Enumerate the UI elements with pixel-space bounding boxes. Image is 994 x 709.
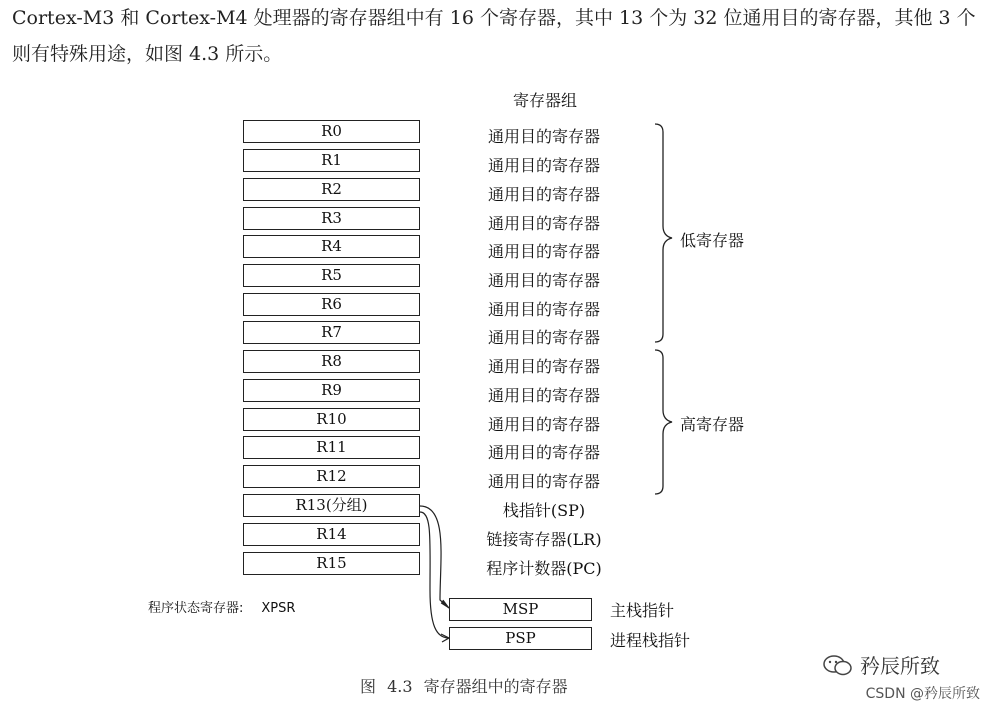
psp-box: PSP [449,627,592,650]
high-register-brace [655,350,672,494]
high-register-label: 高寄存器 [680,415,745,434]
register-box: R3 [243,207,420,230]
register-description: 通用目的寄存器 [487,472,600,491]
msp-box: MSP [449,598,592,621]
register-box: R12 [243,465,420,488]
watermark-text: 矜辰所致 [860,654,940,678]
register-box: R9 [243,379,420,402]
register-description: 通用目的寄存器 [487,185,600,204]
register-description: 通用目的寄存器 [487,300,600,319]
register-box: R11 [243,436,420,459]
msp-arrow [420,506,449,608]
wechat-icon [822,654,854,676]
register-description: 通用目的寄存器 [487,242,600,261]
register-description: 程序计数器(PC) [486,559,602,578]
register-description: 通用目的寄存器 [487,127,600,146]
intro-paragraph: Cortex-M3 和 Cortex-M4 处理器的寄存器组中有 16 个寄存器，其中 13 个为 32 位通用目的寄存器，其他 3 个则有特殊用途，如图 4.3 所示。 [12,7,976,65]
msp-arrowhead [441,600,449,608]
register-description: 栈指针(SP) [502,501,586,520]
watermark [822,650,940,679]
register-bank-title: 寄存器组 [512,91,577,110]
register-description: 通用目的寄存器 [487,357,600,376]
register-box: R15 [243,552,420,575]
register-box: R1 [243,149,420,172]
xpsr-value: XPSR [261,601,296,616]
register-box: R8 [243,350,420,373]
register-box: R2 [243,178,420,201]
register-box: R6 [243,293,420,316]
psp-arrow [420,512,449,638]
register-description: 通用目的寄存器 [487,415,600,434]
figure-title: 寄存器组中的寄存器 [423,677,568,696]
register-description: 通用目的寄存器 [487,156,600,175]
low-register-label: 低寄存器 [680,231,745,250]
register-box: R13(分组) [243,494,420,517]
csdn-credit: CSDN @矜辰所致 [865,686,980,702]
register-box: R4 [243,235,420,258]
figure-caption [360,674,568,697]
psp-description: 进程栈指针 [610,631,691,650]
register-box: R7 [243,321,420,344]
register-box: R0 [243,120,420,143]
xpsr-annotation [148,597,313,616]
register-box: R14 [243,523,420,546]
register-description: 通用目的寄存器 [487,386,600,405]
figure-number: 图 4.3 [360,677,413,696]
register-box: R5 [243,264,420,287]
xpsr-label: 程序状态寄存器: [148,601,244,616]
msp-description: 主栈指针 [610,601,675,620]
register-description: 通用目的寄存器 [487,443,600,462]
register-box: R10 [243,408,420,431]
register-description: 链接寄存器(LR) [486,530,602,549]
low-register-brace [655,124,672,342]
register-description: 通用目的寄存器 [487,328,600,347]
register-description: 通用目的寄存器 [487,271,600,290]
register-description: 通用目的寄存器 [487,214,600,233]
